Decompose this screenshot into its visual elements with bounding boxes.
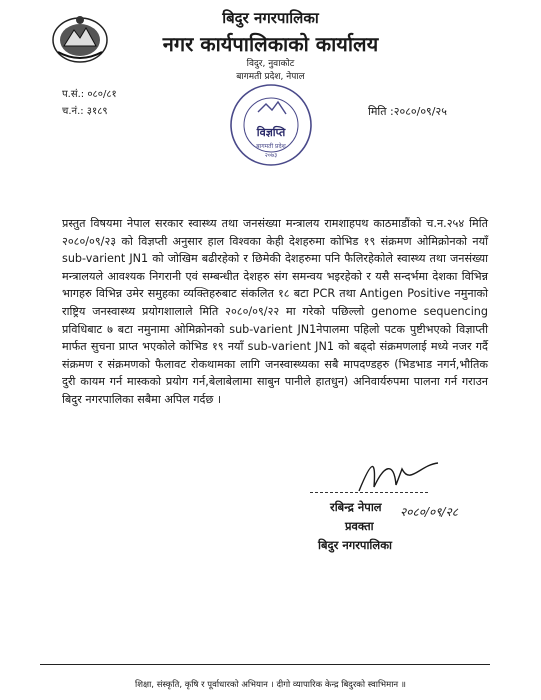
signer-name: रबिन्द्र नेपाल — [330, 500, 382, 514]
office-name: नगर कार्यपालिकाको कार्यालय — [162, 32, 379, 56]
address-line-1: विदुर, नुवाकोट — [246, 59, 295, 69]
stamp-label: विज्ञप्ति — [256, 126, 286, 139]
letter-date: मिति :२०८०/०९/२५ — [368, 105, 447, 118]
dispatch-number: च.नं.: ३१८९ — [62, 106, 108, 117]
address-line-2: बागमती प्रदेश, नेपाल — [236, 72, 305, 82]
signer-office: बिदुर नगरपालिका — [318, 538, 393, 552]
footer-slogan: शिक्षा, संस्कृति, कृषि र पूर्वाधारको अभियान । दीगो व्यापारिक केन्द्र बिदुरको स्वाभिमान ॥ — [135, 680, 406, 690]
footer-divider — [40, 664, 490, 665]
official-stamp — [228, 82, 314, 168]
handwritten-date: २०८०/०९/२८ — [400, 505, 459, 519]
fiscal-year: प.सं.: ०८०/८१ — [62, 89, 117, 100]
municipality-name: बिदुर नगरपालिका — [222, 9, 319, 27]
handwritten-signature — [354, 455, 444, 497]
notice-paragraph: प्रस्तुत विषयमा नेपाल सरकार स्वास्थ्य तथा जनसंख्या मन्त्रालय रामशाहपथ काठमाडौंको च.न.२५४ मिति २०८०/०९/२३ को विज्ञप्ती अनुसार हाल विश्वका केही देशहरुमा कोभिड १९ संक्रमण ओमिक्रोनको नयाँ sub-varient JN1 को जोखिम बढीरहेको र छिमेकी देशहरुमा पनि फैलिरहेकोले स्वास्थ्य तथा जनसंख्या मन्त्रालयले आवश्यक निगरानी एवं सम्बन्धीत देशहरु संग समन्वय भइरहेको र यसै सन्दर्भमा देशका विभिन्न भागहरु विभिन्न उमेर समुहका व्यक्तिहरुबाट संकलित १८ बटा PCR तथा Antigen Positive नमुनाको राष्ट्रिय जनस्वास्थ्य प्रयोगशालाले मिति २०८०/०९/२२ मा गरेको पछिल्लो genome sequencing प्रविधिबाट ७ बटा नमुनामा ओमिक्रोनको sub-varient JN1नेपालमा पहिलो पटक पुष्टीभएको विज्ञाप्ती मार्फत सुचना प्राप्त भएकोले कोभिड १९ नयाँ sub-varient JN1 को बढ्दो संक्रमणलाई मध्ये नजर गर्दै संक्रमण र संक्रमणको फैलावट रोकथामका लागि जनस्वास्थ्यका सबै मापदण्डहरु (भिडभाड नगर्न,भौतिक दुरी कायम गर्न मास्कको प्रयोग गर्न,बेलाबेलामा साबुन पानीले हातधुन) अनिवार्यरुपमा पालना गर्न गराउन बिदुर नगरपालिका सबैमा अपिल गर्दछ । — [62, 217, 488, 406]
signature-line — [310, 492, 428, 493]
signer-designation: प्रवक्ता — [345, 519, 374, 533]
stamp-year: २०७३ — [264, 152, 278, 159]
stamp-bottom-text: बागमती प्रदेश — [256, 143, 286, 150]
